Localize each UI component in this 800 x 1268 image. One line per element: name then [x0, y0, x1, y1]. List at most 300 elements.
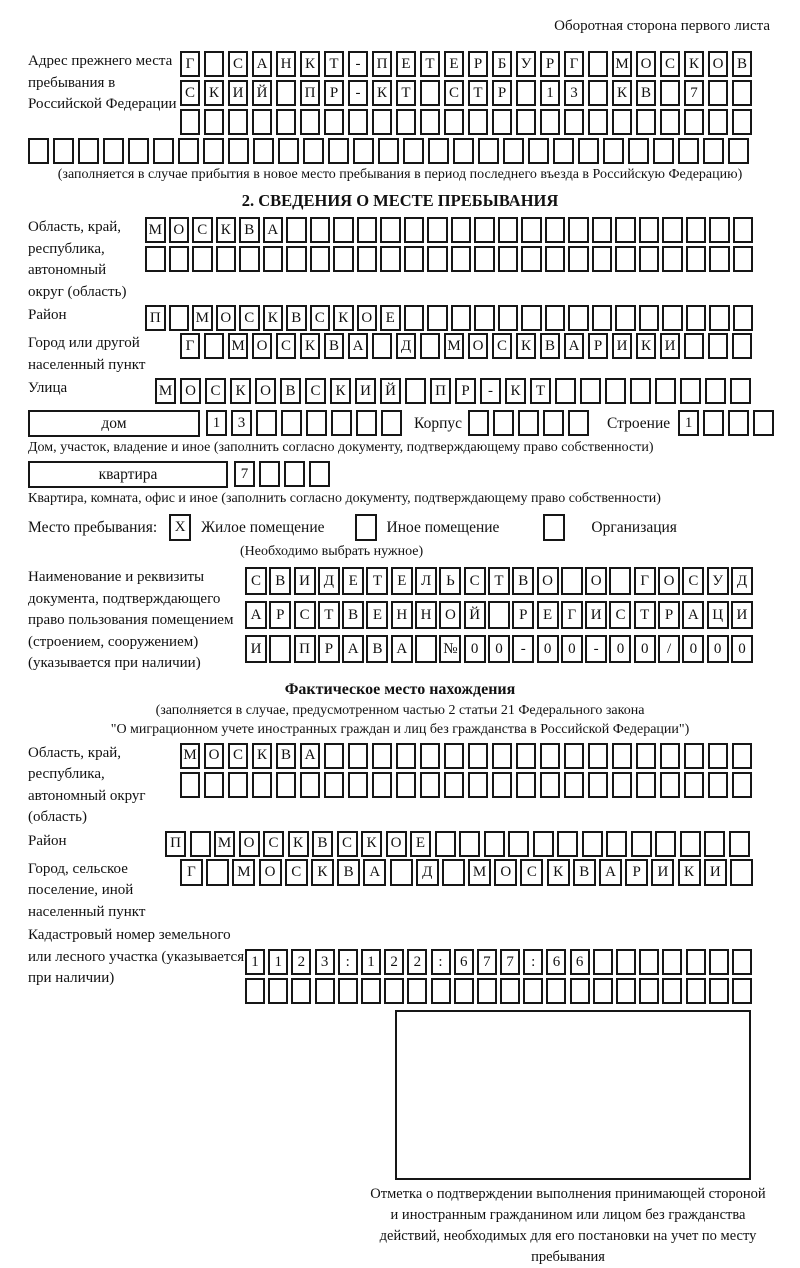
char-cell	[303, 138, 324, 164]
char-cell	[309, 461, 330, 487]
char-cell	[630, 378, 651, 404]
char-cell: №	[439, 635, 461, 663]
char-cell: 1	[245, 949, 265, 975]
char-cell: П	[430, 378, 451, 404]
char-cell: М	[180, 743, 200, 769]
char-cell	[655, 378, 676, 404]
house-box-label: дом	[28, 410, 200, 437]
char-cell: :	[431, 949, 451, 975]
char-cell	[192, 246, 213, 272]
char-cell	[372, 333, 392, 359]
char-cell	[306, 410, 327, 436]
char-cell: 2	[291, 949, 311, 975]
char-cell: Р	[455, 378, 476, 404]
apartment-block	[28, 461, 772, 488]
char-cell: А	[599, 859, 622, 886]
char-cell: У	[707, 567, 729, 595]
char-cell	[348, 109, 368, 135]
char-cell	[708, 743, 728, 769]
char-cell: Е	[444, 51, 464, 77]
char-cell	[615, 305, 636, 331]
char-cell	[492, 743, 512, 769]
actual-location-title: Фактическое место нахождения	[284, 680, 516, 698]
char-cell	[145, 246, 166, 272]
char-cell: И	[660, 333, 680, 359]
char-cell	[616, 978, 636, 1004]
char-cell: В	[540, 333, 560, 359]
apartment-cells	[234, 461, 334, 487]
char-cell	[568, 217, 589, 243]
char-cell: Г	[634, 567, 656, 595]
char-cell: С	[609, 601, 631, 629]
char-cell: К	[547, 859, 570, 886]
char-cell	[498, 246, 519, 272]
char-cell	[331, 410, 352, 436]
char-cell	[686, 246, 707, 272]
char-cell	[468, 109, 488, 135]
char-cell	[333, 246, 354, 272]
char-cell	[333, 217, 354, 243]
char-cell	[582, 831, 603, 857]
street-label: Улица	[28, 380, 68, 396]
char-cell	[380, 217, 401, 243]
fact-city-block	[28, 859, 772, 924]
char-cell: :	[338, 949, 358, 975]
char-cell: О	[255, 378, 276, 404]
char-cell	[128, 138, 149, 164]
korpus-label: Корпус	[414, 415, 462, 432]
prev-address-label: Адрес прежнего места пребывания в Российской Федерации	[28, 53, 177, 112]
char-cell	[204, 109, 224, 135]
char-cell	[636, 772, 656, 798]
char-cell: К	[612, 80, 632, 106]
char-cell	[396, 109, 416, 135]
char-cell: С	[444, 80, 464, 106]
char-cell: В	[312, 831, 333, 857]
char-cell: В	[636, 80, 656, 106]
char-cell	[444, 743, 464, 769]
char-cell: П	[300, 80, 320, 106]
prev-address-row-2	[180, 80, 756, 106]
char-cell	[709, 949, 729, 975]
char-cell: М	[214, 831, 235, 857]
char-cell: М	[468, 859, 491, 886]
char-cell	[180, 772, 200, 798]
char-cell	[662, 217, 683, 243]
char-cell	[639, 978, 659, 1004]
char-cell	[516, 743, 536, 769]
char-cell	[684, 109, 704, 135]
char-cell	[276, 772, 296, 798]
char-cell	[580, 378, 601, 404]
char-cell: 0	[488, 635, 510, 663]
fact-region-row-1	[180, 743, 756, 769]
char-cell	[686, 217, 707, 243]
fact-city-row	[180, 859, 756, 886]
char-cell: О	[585, 567, 607, 595]
char-cell: К	[333, 305, 354, 331]
char-cell: Р	[324, 80, 344, 106]
char-cell: К	[263, 305, 284, 331]
char-cell: К	[252, 743, 272, 769]
char-cell	[396, 743, 416, 769]
prev-address-row-3	[180, 109, 756, 135]
char-cell	[403, 138, 424, 164]
char-cell: П	[165, 831, 186, 857]
char-cell	[357, 246, 378, 272]
char-cell	[709, 217, 730, 243]
char-cell: 0	[707, 635, 729, 663]
char-cell	[477, 978, 497, 1004]
char-cell	[546, 978, 566, 1004]
char-cell: 6	[546, 949, 566, 975]
char-cell	[684, 772, 704, 798]
char-cell: С	[294, 601, 316, 629]
district-label: Район	[28, 307, 67, 323]
checkbox-zhiloe: X	[169, 514, 191, 541]
char-cell	[533, 831, 554, 857]
char-cell	[204, 772, 224, 798]
char-cell: В	[286, 305, 307, 331]
char-cell: 7	[477, 949, 497, 975]
char-cell: Р	[658, 601, 680, 629]
street-row	[155, 378, 755, 404]
char-cell	[407, 978, 427, 1004]
char-cell	[732, 772, 752, 798]
char-cell	[338, 978, 358, 1004]
char-cell	[588, 80, 608, 106]
char-cell	[753, 410, 774, 436]
char-cell: М	[145, 217, 166, 243]
stay-type-block	[28, 514, 772, 541]
char-cell	[348, 772, 368, 798]
char-cell	[451, 217, 472, 243]
checkbox-organizatsiya	[543, 514, 565, 541]
char-cell: Н	[391, 601, 413, 629]
prev-address-row-4-full	[28, 138, 772, 164]
char-cell: Й	[252, 80, 272, 106]
char-cell	[435, 831, 456, 857]
char-cell: Т	[488, 567, 510, 595]
char-cell	[420, 743, 440, 769]
char-cell	[631, 831, 652, 857]
stamp-caption: Отметка о подтверждении выполнения принимающей стороной и иностранным гражданином или лицом без гражданства действий, необходимых для его постановки на учет по месту пребывания	[370, 1186, 766, 1265]
char-cell	[516, 772, 536, 798]
char-cell: 3	[315, 949, 335, 975]
char-cell: Т	[468, 80, 488, 106]
char-cell: /	[658, 635, 680, 663]
char-cell: С	[180, 80, 200, 106]
char-cell: М	[155, 378, 176, 404]
char-cell: А	[300, 743, 320, 769]
region-block	[28, 217, 772, 303]
char-cell	[454, 978, 474, 1004]
document-label: Наименование и реквизиты документа, подтверждающего право пользования помещением (строением, сооружением) (указывается при наличии)	[28, 569, 234, 671]
char-cell: В	[276, 743, 296, 769]
char-cell	[153, 138, 174, 164]
char-cell	[628, 138, 649, 164]
char-cell: -	[585, 635, 607, 663]
cadastre-block	[28, 925, 772, 1004]
stroenie-cells	[678, 410, 778, 436]
char-cell	[357, 217, 378, 243]
char-cell	[732, 978, 752, 1004]
char-cell: Р	[318, 635, 340, 663]
char-cell: С	[660, 51, 680, 77]
char-cell: С	[205, 378, 226, 404]
document-row-1	[245, 567, 755, 595]
char-cell	[348, 743, 368, 769]
char-cell	[612, 109, 632, 135]
city-label: Город или другой населенный пункт	[28, 335, 146, 373]
confirmation-stamp-box	[395, 1010, 751, 1180]
char-cell	[169, 305, 190, 331]
char-cell	[390, 859, 413, 886]
char-cell: Р	[540, 51, 560, 77]
char-cell	[353, 138, 374, 164]
char-cell: К	[684, 51, 704, 77]
char-cell	[662, 949, 682, 975]
char-cell: С	[492, 333, 512, 359]
char-cell	[609, 567, 631, 595]
char-cell: Р	[269, 601, 291, 629]
district-row	[145, 305, 756, 331]
char-cell: Д	[731, 567, 753, 595]
char-cell	[380, 246, 401, 272]
char-cell: С	[682, 567, 704, 595]
char-cell: Р	[588, 333, 608, 359]
char-cell	[592, 246, 613, 272]
char-cell	[372, 109, 392, 135]
char-cell	[732, 333, 752, 359]
char-cell	[286, 217, 307, 243]
char-cell	[662, 978, 682, 1004]
char-cell	[612, 772, 632, 798]
char-cell	[660, 772, 680, 798]
char-cell	[169, 246, 190, 272]
char-cell	[545, 305, 566, 331]
char-cell	[543, 410, 564, 436]
char-cell	[492, 772, 512, 798]
char-cell: Р	[625, 859, 648, 886]
char-cell	[468, 743, 488, 769]
char-cell	[733, 246, 754, 272]
char-cell: А	[342, 635, 364, 663]
char-cell	[733, 217, 754, 243]
char-cell	[703, 138, 724, 164]
char-cell	[639, 949, 659, 975]
char-cell: Д	[396, 333, 416, 359]
char-cell: Т	[420, 51, 440, 77]
char-cell: М	[228, 333, 248, 359]
char-cell	[521, 246, 542, 272]
char-cell: 3	[564, 80, 584, 106]
char-cell	[216, 246, 237, 272]
option-inoe-label: Иное помещение	[386, 518, 500, 536]
char-cell: С	[310, 305, 331, 331]
char-cell: Е	[380, 305, 401, 331]
char-cell: О	[259, 859, 282, 886]
fact-district-row	[165, 831, 753, 857]
apartment-box-label: квартира	[28, 461, 228, 488]
char-cell: В	[573, 859, 596, 886]
char-cell	[503, 138, 524, 164]
char-cell	[708, 80, 728, 106]
char-cell	[606, 831, 627, 857]
char-cell	[636, 109, 656, 135]
prev-address-cells	[180, 51, 756, 135]
char-cell	[705, 378, 726, 404]
char-cell: С	[263, 831, 284, 857]
char-cell	[396, 772, 416, 798]
city-block	[28, 333, 772, 376]
char-cell: 6	[570, 949, 590, 975]
char-cell	[662, 305, 683, 331]
char-cell	[564, 772, 584, 798]
char-cell: А	[245, 601, 267, 629]
char-cell: 3	[231, 410, 252, 436]
char-cell	[557, 831, 578, 857]
char-cell	[427, 217, 448, 243]
char-cell	[420, 772, 440, 798]
char-cell	[300, 772, 320, 798]
char-cell	[732, 109, 752, 135]
char-cell: А	[564, 333, 584, 359]
char-cell	[420, 333, 440, 359]
char-cell: И	[704, 859, 727, 886]
char-cell: П	[294, 635, 316, 663]
char-cell	[588, 743, 608, 769]
char-cell: В	[269, 567, 291, 595]
char-cell: С	[228, 743, 248, 769]
city-row	[180, 333, 756, 359]
korpus-cells	[468, 410, 593, 436]
char-cell: 7	[500, 949, 520, 975]
char-cell: И	[294, 567, 316, 595]
char-cell: В	[366, 635, 388, 663]
char-cell	[381, 410, 402, 436]
char-cell	[493, 410, 514, 436]
stay-type-label: Место пребывания:	[28, 518, 158, 536]
char-cell: И	[731, 601, 753, 629]
char-cell	[444, 772, 464, 798]
char-cell	[545, 217, 566, 243]
char-cell	[28, 138, 49, 164]
house-note: Дом, участок, владение и иное (заполнить согласно документу, подтверждающему право собственности)	[28, 440, 654, 455]
char-cell: Н	[415, 601, 437, 629]
char-cell: :	[523, 949, 543, 975]
char-cell: К	[330, 378, 351, 404]
char-cell	[568, 246, 589, 272]
char-cell	[603, 138, 624, 164]
char-cell: С	[464, 567, 486, 595]
char-cell: О	[386, 831, 407, 857]
char-cell: П	[372, 51, 392, 77]
char-cell: О	[239, 831, 260, 857]
char-cell	[615, 246, 636, 272]
char-cell: С	[192, 217, 213, 243]
char-cell	[78, 138, 99, 164]
fact-district-block	[28, 831, 772, 857]
option-zhiloe-label: Жилое помещение	[201, 518, 325, 536]
char-cell: И	[651, 859, 674, 886]
stay-type-note: (Необходимо выбрать нужное)	[240, 544, 424, 559]
fact-district-label: Район	[28, 832, 67, 849]
prev-address-row-1	[180, 51, 756, 77]
char-cell: -	[512, 635, 534, 663]
char-cell: 0	[682, 635, 704, 663]
char-cell	[310, 217, 331, 243]
char-cell	[528, 138, 549, 164]
char-cell: С	[285, 859, 308, 886]
char-cell	[451, 305, 472, 331]
cadastre-label: Кадастровый номер земельного или лесного участка (указывается при наличии)	[28, 927, 245, 986]
char-cell	[404, 217, 425, 243]
char-cell: В	[239, 217, 260, 243]
char-cell	[281, 410, 302, 436]
char-cell	[442, 859, 465, 886]
char-cell	[508, 831, 529, 857]
char-cell: Е	[537, 601, 559, 629]
char-cell: Е	[396, 51, 416, 77]
char-cell	[568, 410, 589, 436]
char-cell	[278, 138, 299, 164]
char-cell: К	[230, 378, 251, 404]
district-block	[28, 305, 772, 331]
char-cell	[660, 80, 680, 106]
char-cell	[428, 138, 449, 164]
char-cell: А	[263, 217, 284, 243]
char-cell: О	[204, 743, 224, 769]
char-cell: 2	[407, 949, 427, 975]
char-cell	[728, 410, 749, 436]
char-cell: С	[305, 378, 326, 404]
char-cell	[704, 831, 725, 857]
char-cell: О	[658, 567, 680, 595]
char-cell: Й	[380, 378, 401, 404]
char-cell	[453, 138, 474, 164]
checkbox-inoe	[355, 514, 377, 541]
char-cell: Е	[366, 601, 388, 629]
char-cell: 0	[731, 635, 753, 663]
char-cell	[404, 305, 425, 331]
char-cell	[324, 109, 344, 135]
char-cell	[593, 978, 613, 1004]
char-cell: Т	[324, 51, 344, 77]
fact-city-label: Город, сельское поселение, иной населенный пункт	[28, 860, 146, 920]
char-cell	[684, 333, 704, 359]
char-cell	[708, 109, 728, 135]
char-cell: Т	[634, 601, 656, 629]
char-cell	[488, 601, 510, 629]
char-cell	[521, 305, 542, 331]
char-cell	[252, 772, 272, 798]
char-cell: О	[708, 51, 728, 77]
char-cell	[570, 978, 590, 1004]
street-block	[28, 378, 772, 404]
char-cell	[605, 378, 626, 404]
char-cell	[588, 109, 608, 135]
char-cell: Т	[366, 567, 388, 595]
char-cell	[709, 978, 729, 1004]
fact-region-label: Область, край, республика, автономный округ (область)	[28, 744, 146, 825]
char-cell: 0	[634, 635, 656, 663]
char-cell: О	[468, 333, 488, 359]
char-cell	[420, 80, 440, 106]
char-cell	[356, 410, 377, 436]
char-cell	[730, 859, 753, 886]
char-cell	[492, 109, 512, 135]
